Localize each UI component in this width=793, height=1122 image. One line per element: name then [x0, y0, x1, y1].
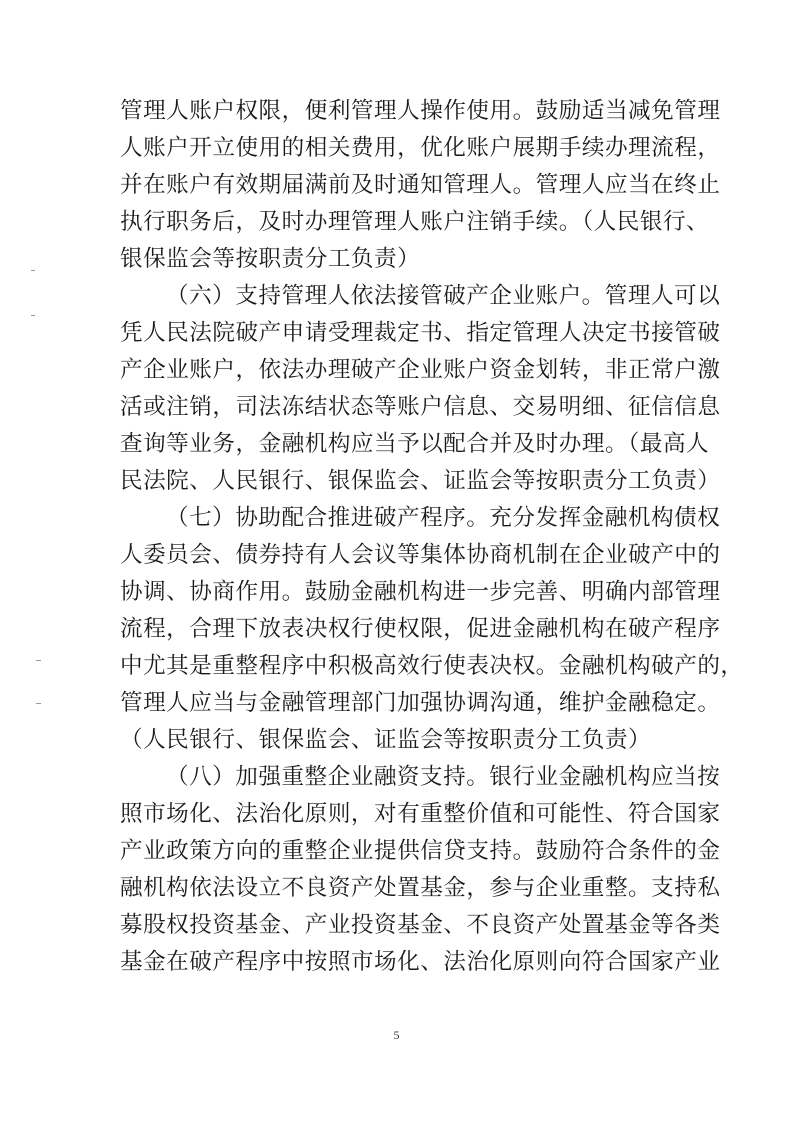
text-line: 中尤其是重整程序中积极高效行使表决权。金融机构破产的， [120, 653, 744, 679]
section-heading-line: （七）协助配合推进破产程序。充分发挥金融机构债权 [166, 505, 721, 531]
text-line: 照市场化、法治化原则，对有重整价值和可能性、符合国家 [120, 801, 721, 827]
text-line: 活或注销，司法冻结状态等账户信息、交易明细、征信信息 [120, 394, 721, 420]
body-text [120, 93, 744, 981]
text-line: 执行职务后，及时办理管理人账户注销手续。（人民银行、 [120, 209, 710, 235]
text-line: 协调、协商作用。鼓励金融机构进一步完善、明确内部管理 [120, 579, 721, 605]
text-line: 凭人民法院破产申请受理裁定书、指定管理人决定书接管破 [120, 320, 721, 346]
text-line: （人民银行、银保监会、证监会等按职责分工负责） [120, 727, 652, 753]
text-line: 融机构依法设立不良资产处置基金，参与企业重整。支持私 [120, 875, 721, 901]
text-line: 银保监会等按职责分工负责） [120, 246, 421, 272]
section-heading-line: （六）支持管理人依法接管破产企业账户。管理人可以 [166, 283, 721, 309]
text-line: 人账户开立使用的相关费用，优化账户展期手续办理流程， [120, 135, 721, 161]
text-line: 募股权投资基金、产业投资基金、不良资产处置基金等各类 [120, 912, 721, 938]
text-line: 管理人账户权限，便利管理人操作使用。鼓励适当减免管理 [120, 98, 721, 124]
text-line: 并在账户有效期届满前及时通知管理人。管理人应当在终止 [120, 172, 721, 198]
scan-speck [31, 270, 35, 271]
text-line: 基金在破产程序中按照市场化、法治化原则向符合国家产业 [120, 949, 721, 975]
text-line: 产业政策方向的重整企业提供信贷支持。鼓励符合条件的金 [120, 838, 721, 864]
text-line: 管理人应当与金融管理部门加强协调沟通，维护金融稳定。 [120, 690, 721, 716]
scan-speck [36, 660, 41, 661]
scan-speck [31, 315, 35, 316]
section-heading-line: （八）加强重整企业融资支持。银行业金融机构应当按 [166, 764, 721, 790]
text-line: 民法院、人民银行、银保监会、证监会等按职责分工负责） [120, 468, 721, 494]
page-number: 5 [393, 1028, 400, 1042]
scan-speck [36, 703, 41, 704]
text-line: 查询等业务，金融机构应当予以配合并及时办理。（最高人 [120, 431, 710, 457]
text-line: 产企业账户，依法办理破产企业账户资金划转，非正常户激 [120, 357, 721, 383]
text-line: 流程，合理下放表决权行使权限，促进金融机构在破产程序 [120, 616, 721, 642]
text-line: 人委员会、债券持有人会议等集体协商机制在企业破产中的 [120, 542, 721, 568]
